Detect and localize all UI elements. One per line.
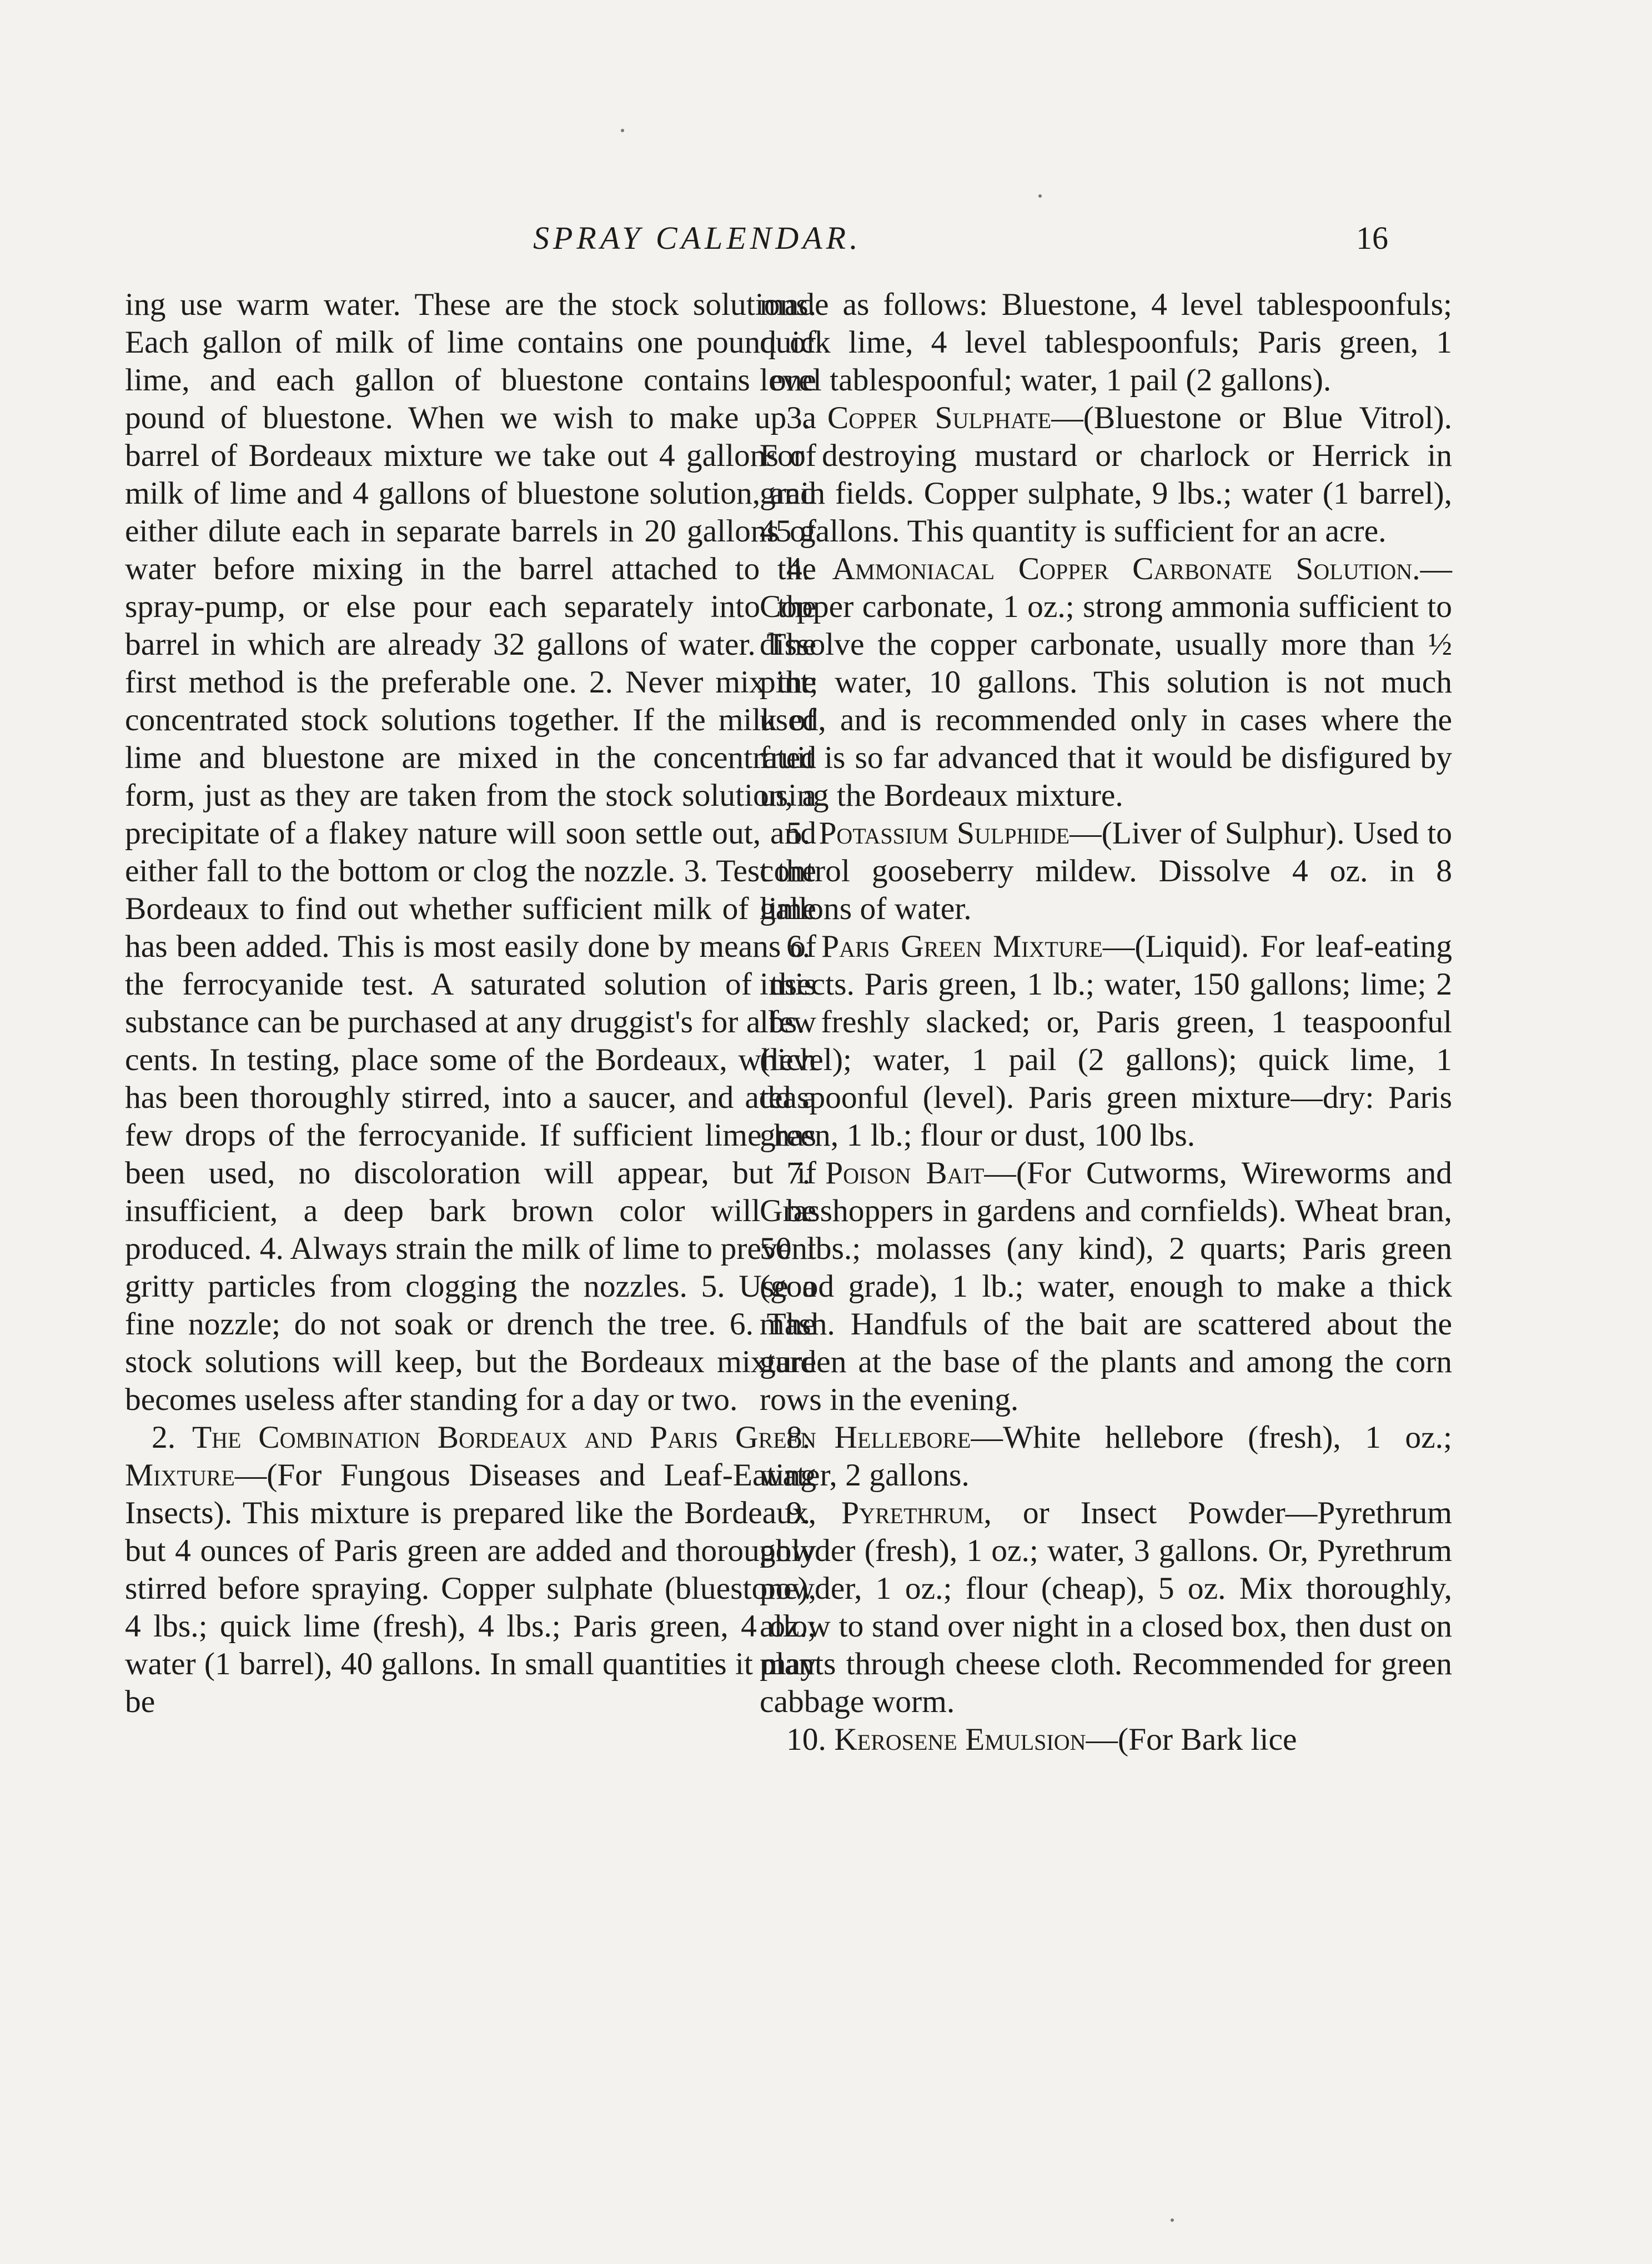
section-text: —White hellebore (fresh), 1 oz.; water, 2 gallons. [760, 1420, 1452, 1493]
section-text: —(For Bark lice [1086, 1722, 1297, 1757]
section-heading: 6. Paris Green Mixture [786, 929, 1103, 964]
right-column [760, 286, 1452, 1759]
section-heading: 5. Potassium Sulphide [786, 816, 1070, 851]
paragraph-combination-mixture [125, 1419, 816, 1721]
paper-speck [621, 129, 624, 132]
paragraph-ammoniacal-copper [760, 550, 1452, 815]
section-text: —(Liver of Sulphur). Used to control gooseberry mildew. Dissolve 4 oz. in 8 gallons of water. [760, 816, 1452, 926]
section-heading: 9. Pyrethrum, [786, 1495, 992, 1530]
paragraph-kerosene-emulsion [760, 1721, 1452, 1759]
section-heading: 4. Ammoniacal Copper Carbonate Solution. [786, 551, 1420, 586]
section-text: —(Bluestone or Blue Vitrol). For destroying mustard or charlock or Herrick in grain fields. Copper sulphate, 9 lbs.; water (1 barrel), 45 gallons. This quantity is sufficient for an acre. [760, 400, 1452, 549]
section-text: —Copper carbonate, 1 oz.; strong ammonia sufficient to dissolve the copper carbonate, usually more than ½ pint; water, 10 gallons. This solution is not much used, and is recommended only in cases where the fruit is so far advanced that it would be disfigured by using the Bordeaux mixture. [760, 551, 1452, 813]
page-number: 16 [1356, 220, 1388, 256]
section-heading: 10. Kerosene Emulsion [786, 1722, 1086, 1757]
section-heading: 2. The Combination Bordeaux and Paris Green Mixture [125, 1420, 816, 1493]
paragraph-pyrethrum [760, 1494, 1452, 1721]
paragraph-potassium-sulphide [760, 815, 1452, 928]
paragraph-stock-solutions: ing use warm water. These are the stock solutions. Each gallon of milk of lime contains one pound of lime, and each gallon of bluestone contains one pound of bluestone. When we wish to make up a barrel of Bordeaux mixture we take out 4 gallons of milk of lime and 4 gallons of bluestone solution, and either dilute each in separate barrels in 20 gallons of water before mixing in the barrel attached to the spray-pump, or else pour each separately into the barrel in which are already 32 gallons of water. The first method is the preferable one. 2. Never mix the concentrated stock solutions together. If the milk of lime and bluestone are mixed in the concentrated form, just as they are taken from the stock solution, a precipitate of a flakey nature will soon settle out, and either fall to the bottom or clog the nozzle. 3. Test the Bordeaux to find out whether sufficient milk of lime has been added. This is most easily done by means of the ferrocyanide test. A saturated solution of this substance can be purchased at any druggist's for a few cents. In testing, place some of the Bordeaux, which has been thoroughly stirred, into a saucer, and add a few drops of the ferrocyanide. If sufficient lime has been used, no discoloration will appear, but if insufficient, a deep bark brown color will be produced. 4. Always strain the milk of lime to prevent gritty particles from clogging the nozzles. 5. Use a fine nozzle; do not soak or drench the tree. 6. The stock solutions will keep, but the Bordeaux mixture becomes useless after standing for a day or two. [125, 287, 816, 1417]
section-heading: 3. Copper Sulphate [786, 400, 1052, 435]
section-heading: 7. Poison Bait [786, 1156, 985, 1191]
section-heading: 8. Hellebore [786, 1420, 971, 1455]
paragraph-continuation: made as follows: Bluestone, 4 level tablespoonfuls; quick lime, 4 level tablespoonfuls; Paris green, 1 level tablespoonful; water, 1 pail (2 gallons). [760, 287, 1452, 398]
section-text: or Insect Powder—Pyrethrum powder (fresh), 1 oz.; water, 3 gallons. Or, Pyrethrum powder, 1 oz.; flour (cheap), 5 oz. Mix thoroughly, allow to stand over night in a closed box, then dust on plants through cheese cloth. Recommended for green cabbage worm. [760, 1495, 1452, 1719]
paper-speck [1171, 2218, 1174, 2222]
page-header [533, 219, 1388, 280]
paragraph-hellebore [760, 1419, 1452, 1494]
section-text: —(For Cutworms, Wireworms and Grasshoppers in gardens and cornfields). Wheat bran, 50 lbs.; molasses (any kind), 2 quarts; Paris green (good grade), 1 lb.; water, enough to make a thick mash. Handfuls of the bait are scattered about the garden at the base of the plants and among the corn rows in the evening. [760, 1156, 1452, 1417]
paper-speck [1038, 194, 1042, 198]
paragraph-poison-bait [760, 1154, 1452, 1419]
section-text: —(For Fungous Diseases and Leaf-Eating Insects). This mixture is prepared like the Bordeaux, but 4 ounces of Paris green are added and thoroughly stirred before spraying. Copper sulphate (bluestone), 4 lbs.; quick lime (fresh), 4 lbs.; Paris green, 4 oz.; water (1 barrel), 40 gallons. In small quantities it may be [125, 1458, 816, 1719]
paragraph-paris-green [760, 928, 1452, 1154]
paragraph-copper-sulphate [760, 399, 1452, 550]
left-column [125, 286, 816, 1721]
running-title: SPRAY CALENDAR. [533, 220, 862, 256]
section-text: —(Liquid). For leaf-eating insects. Paris green, 1 lb.; water, 150 gallons; lime; 2 lbs. freshly slacked; or, Paris green, 1 teaspoonful (level); water, 1 pail (2 gallons); quick lime, 1 teaspoonful (level). Paris green mixture—dry: Paris green, 1 lb.; flour or dust, 100 lbs. [760, 929, 1452, 1153]
